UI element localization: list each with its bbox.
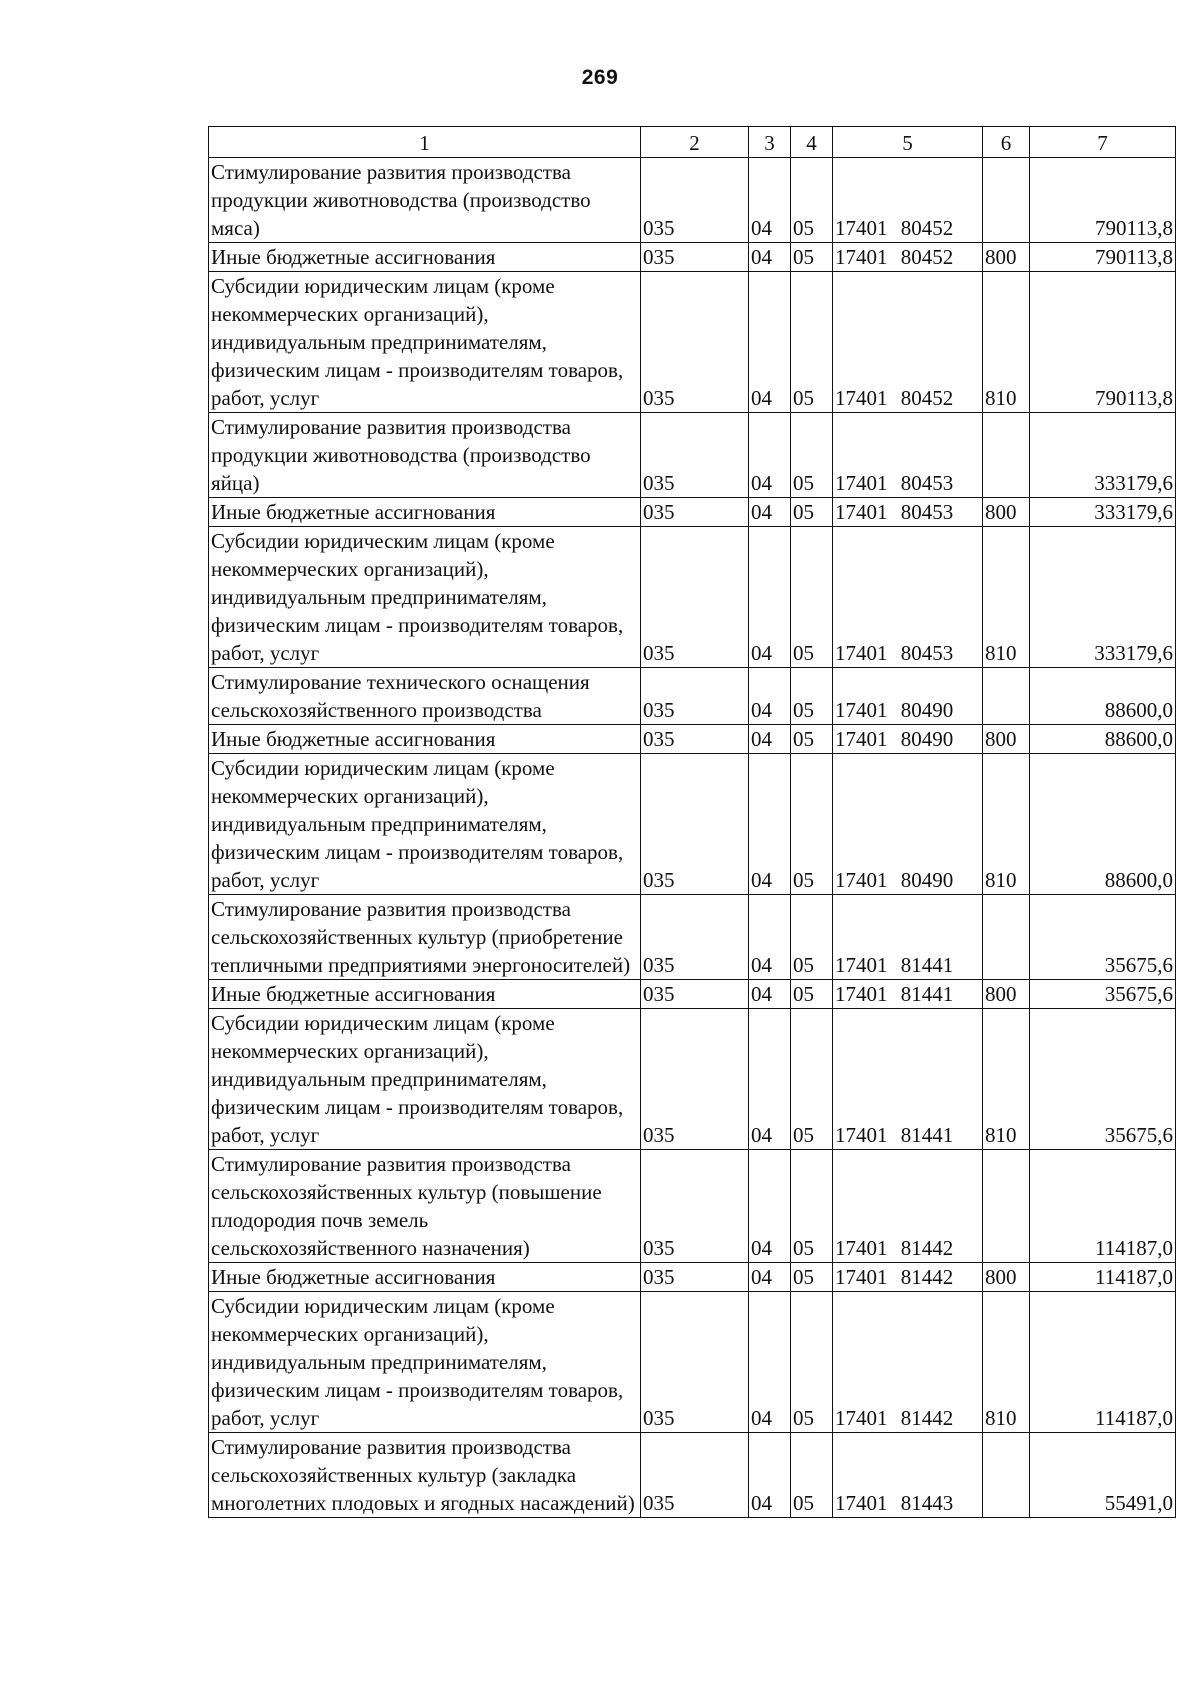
row-target-article-cell: 17401 81441 [833,895,983,980]
row-expense-type-cell: 800 [983,980,1030,1009]
table-header [209,127,1176,158]
row-section-code-cell: 04 [749,1009,791,1150]
table-row [209,1292,1176,1433]
row-amount-cell: 333179,6 [1030,498,1176,527]
row-name-cell: Стимулирование развития производства сельскохозяйственных культур (приобретение тепличными предприятиями энергоносителей) [209,895,641,980]
row-subsection-code-cell: 05 [791,668,833,725]
row-amount-cell: 35675,6 [1030,980,1176,1009]
row-subsection-code-cell: 05 [791,158,833,243]
row-target-article-cell: 17401 81443 [833,1433,983,1518]
row-ministry-code-cell: 035 [641,498,749,527]
table-row [209,413,1176,498]
row-target-article-cell: 17401 80453 [833,413,983,498]
row-ministry-code-cell: 035 [641,980,749,1009]
row-target-article-cell: 17401 80452 [833,158,983,243]
row-section-code-cell: 04 [749,498,791,527]
row-ministry-code-cell: 035 [641,1009,749,1150]
table-row [209,498,1176,527]
row-expense-type-cell [983,668,1030,725]
row-name-cell: Субсидии юридическим лицам (кроме некоммерческих организаций), индивидуальным предпринимателям, физическим лицам - производителям товаров, работ, услуг [209,272,641,413]
table-row [209,980,1176,1009]
row-ministry-code-cell: 035 [641,1150,749,1263]
row-subsection-code-cell: 05 [791,754,833,895]
header-col-7: 7 [1030,127,1176,158]
row-amount-cell: 88600,0 [1030,668,1176,725]
row-subsection-code-cell: 05 [791,243,833,272]
row-target-article-cell: 17401 81442 [833,1292,983,1433]
row-target-article-cell: 17401 81441 [833,980,983,1009]
row-amount-cell: 333179,6 [1030,527,1176,668]
row-subsection-code-cell: 05 [791,498,833,527]
table-body [209,158,1176,1518]
table-row [209,272,1176,413]
table-row [209,1263,1176,1292]
table-row [209,895,1176,980]
row-amount-cell: 114187,0 [1030,1150,1176,1263]
row-subsection-code-cell: 05 [791,1009,833,1150]
row-ministry-code-cell: 035 [641,243,749,272]
budget-table [208,126,1176,1518]
row-amount-cell: 790113,8 [1030,158,1176,243]
row-expense-type-cell: 810 [983,1009,1030,1150]
row-expense-type-cell: 800 [983,725,1030,754]
row-section-code-cell: 04 [749,272,791,413]
row-name-cell: Стимулирование развития производства продукции животноводства (производство яйца) [209,413,641,498]
table-row [209,754,1176,895]
row-ministry-code-cell: 035 [641,158,749,243]
table-row [209,668,1176,725]
row-section-code-cell: 04 [749,754,791,895]
row-name-cell: Иные бюджетные ассигнования [209,243,641,272]
row-amount-cell: 35675,6 [1030,895,1176,980]
row-section-code-cell: 04 [749,158,791,243]
row-ministry-code-cell: 035 [641,1433,749,1518]
row-amount-cell: 790113,8 [1030,243,1176,272]
row-expense-type-cell: 810 [983,1292,1030,1433]
row-name-cell: Иные бюджетные ассигнования [209,725,641,754]
header-col-2: 2 [641,127,749,158]
row-name-cell: Субсидии юридическим лицам (кроме некоммерческих организаций), индивидуальным предпринимателям, физическим лицам - производителям товаров, работ, услуг [209,754,641,895]
row-subsection-code-cell: 05 [791,1263,833,1292]
row-target-article-cell: 17401 80452 [833,243,983,272]
header-col-1: 1 [209,127,641,158]
row-ministry-code-cell: 035 [641,527,749,668]
header-col-5: 5 [833,127,983,158]
row-ministry-code-cell: 035 [641,413,749,498]
row-target-article-cell: 17401 80453 [833,527,983,668]
row-target-article-cell: 17401 81442 [833,1263,983,1292]
row-subsection-code-cell: 05 [791,725,833,754]
row-expense-type-cell: 800 [983,1263,1030,1292]
header-row [209,127,1176,158]
row-expense-type-cell: 810 [983,754,1030,895]
row-target-article-cell: 17401 80453 [833,498,983,527]
row-ministry-code-cell: 035 [641,754,749,895]
row-subsection-code-cell: 05 [791,1292,833,1433]
row-name-cell: Стимулирование развития производства сельскохозяйственных культур (повышение плодородия почв земель сельскохозяйственного назначения) [209,1150,641,1263]
row-amount-cell: 790113,8 [1030,272,1176,413]
table-row [209,1009,1176,1150]
row-name-cell: Стимулирование технического оснащения сельскохозяйственного производства [209,668,641,725]
row-target-article-cell: 17401 80452 [833,272,983,413]
row-ministry-code-cell: 035 [641,272,749,413]
row-section-code-cell: 04 [749,668,791,725]
row-amount-cell: 114187,0 [1030,1263,1176,1292]
table-row [209,725,1176,754]
row-subsection-code-cell: 05 [791,1150,833,1263]
row-target-article-cell: 17401 81442 [833,1150,983,1263]
row-amount-cell: 55491,0 [1030,1433,1176,1518]
row-target-article-cell: 17401 81441 [833,1009,983,1150]
row-name-cell: Субсидии юридическим лицам (кроме некоммерческих организаций), индивидуальным предпринимателям, физическим лицам - производителям товаров, работ, услуг [209,1292,641,1433]
row-amount-cell: 333179,6 [1030,413,1176,498]
row-section-code-cell: 04 [749,980,791,1009]
row-amount-cell: 114187,0 [1030,1292,1176,1433]
page-number: 269 [581,66,619,89]
row-target-article-cell: 17401 80490 [833,725,983,754]
row-expense-type-cell [983,158,1030,243]
row-amount-cell: 88600,0 [1030,754,1176,895]
row-amount-cell: 35675,6 [1030,1009,1176,1150]
row-subsection-code-cell: 05 [791,1433,833,1518]
row-expense-type-cell [983,895,1030,980]
row-target-article-cell: 17401 80490 [833,668,983,725]
table-row [209,527,1176,668]
table-row [209,243,1176,272]
row-expense-type-cell [983,1433,1030,1518]
row-name-cell: Стимулирование развития производства продукции животноводства (производство мяса) [209,158,641,243]
header-col-6: 6 [983,127,1030,158]
row-ministry-code-cell: 035 [641,668,749,725]
row-section-code-cell: 04 [749,1433,791,1518]
row-expense-type-cell [983,413,1030,498]
header-col-3: 3 [749,127,791,158]
row-ministry-code-cell: 035 [641,725,749,754]
row-section-code-cell: 04 [749,1263,791,1292]
table-row [209,1433,1176,1518]
table-row [209,1150,1176,1263]
row-expense-type-cell: 800 [983,498,1030,527]
row-section-code-cell: 04 [749,413,791,498]
row-section-code-cell: 04 [749,1150,791,1263]
row-ministry-code-cell: 035 [641,895,749,980]
row-name-cell: Иные бюджетные ассигнования [209,498,641,527]
row-expense-type-cell: 810 [983,527,1030,668]
row-name-cell: Иные бюджетные ассигнования [209,1263,641,1292]
row-subsection-code-cell: 05 [791,895,833,980]
row-name-cell: Субсидии юридическим лицам (кроме некоммерческих организаций), индивидуальным предпринимателям, физическим лицам - производителям товаров, работ, услуг [209,527,641,668]
row-section-code-cell: 04 [749,725,791,754]
row-name-cell: Субсидии юридическим лицам (кроме некоммерческих организаций), индивидуальным предпринимателям, физическим лицам - производителям товаров, работ, услуг [209,1009,641,1150]
row-expense-type-cell: 810 [983,272,1030,413]
row-ministry-code-cell: 035 [641,1292,749,1433]
row-section-code-cell: 04 [749,895,791,980]
row-ministry-code-cell: 035 [641,1263,749,1292]
row-expense-type-cell: 800 [983,243,1030,272]
row-name-cell: Стимулирование развития производства сельскохозяйственных культур (закладка многолетних плодовых и ягодных насаждений) [209,1433,641,1518]
row-subsection-code-cell: 05 [791,272,833,413]
row-subsection-code-cell: 05 [791,413,833,498]
row-expense-type-cell [983,1150,1030,1263]
row-name-cell: Иные бюджетные ассигнования [209,980,641,1009]
row-target-article-cell: 17401 80490 [833,754,983,895]
row-amount-cell: 88600,0 [1030,725,1176,754]
row-section-code-cell: 04 [749,527,791,668]
table-row [209,158,1176,243]
row-subsection-code-cell: 05 [791,980,833,1009]
header-col-4: 4 [791,127,833,158]
row-section-code-cell: 04 [749,243,791,272]
row-section-code-cell: 04 [749,1292,791,1433]
row-subsection-code-cell: 05 [791,527,833,668]
